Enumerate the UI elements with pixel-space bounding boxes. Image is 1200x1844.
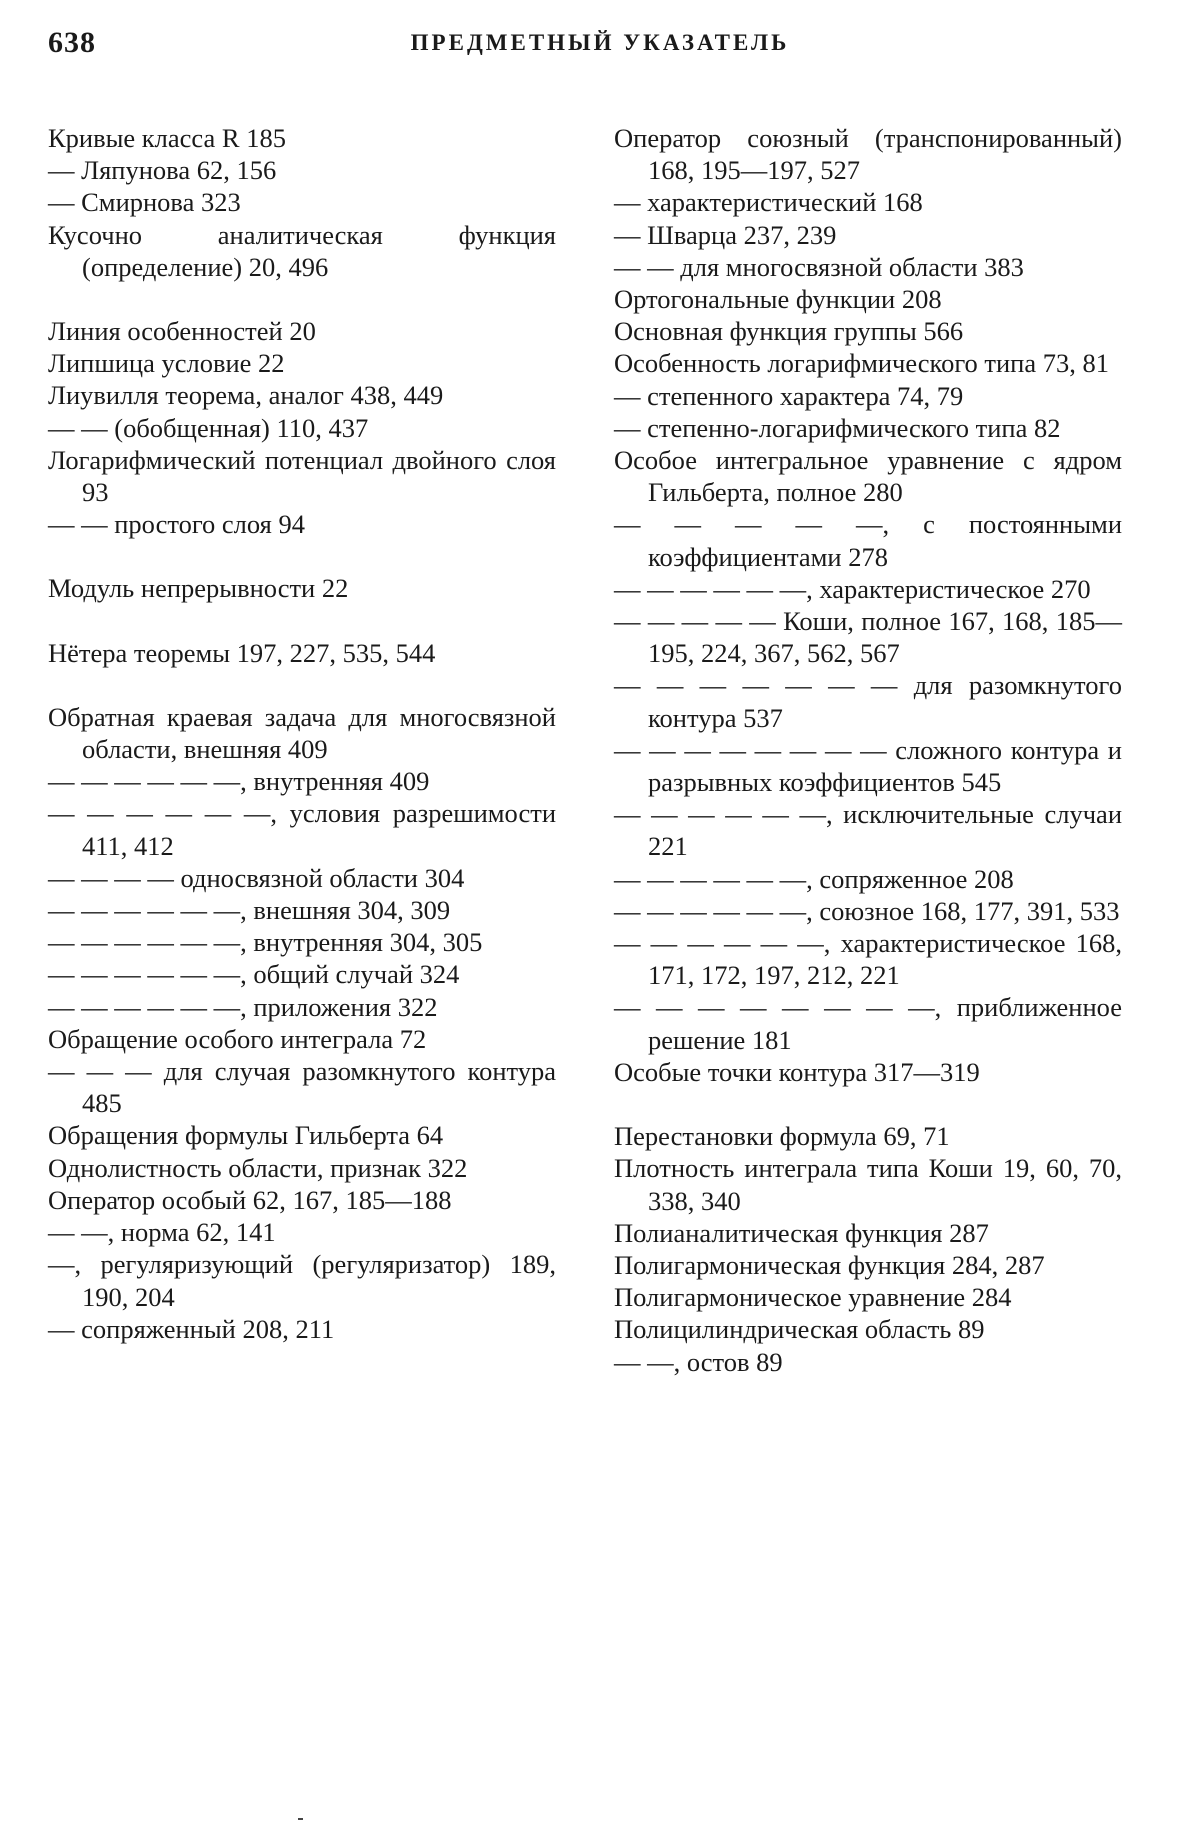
- entry-group-gap: [48, 540, 556, 572]
- index-entry: — сопряженный 208, 211: [48, 1313, 335, 1344]
- index-entry: Обращения формулы Гильберта 64: [48, 1120, 444, 1151]
- index-entry: — — — — — —, исключительные случаи 221: [614, 799, 1122, 862]
- index-entry: Модуль непрерывности 22: [48, 573, 349, 604]
- index-entry: Особое интегральное уравнение с ядром Гильберта, полное 280: [614, 445, 1122, 508]
- index-entry: — — — — — —, внутренняя 409: [48, 766, 430, 797]
- index-entry: Обращение особого интеграла 72: [48, 1023, 427, 1054]
- index-entry: — — — — — —, союзное 168, 177, 391, 533: [614, 895, 1120, 926]
- index-entry: — — — — — —, общий случай 324: [48, 959, 460, 990]
- index-entry: — —, остов 89: [614, 1346, 783, 1377]
- index-entry: — — (обобщенная) 110, 437: [48, 412, 369, 443]
- page-header: [48, 26, 1152, 66]
- index-entry: — Шварца 237, 239: [614, 219, 837, 250]
- index-entry: Полигармоническое уравнение 284: [614, 1282, 1012, 1313]
- index-entry: Перестановки формула 69, 71: [614, 1121, 950, 1152]
- index-entry: Линия особенностей 20: [48, 316, 316, 347]
- index-entry: — — — для случая разомкнутого контура 485: [48, 1056, 556, 1119]
- index-entry: — — — — односвязной области 304: [48, 862, 465, 893]
- index-entry: — — — — — —, внутренняя 304, 305: [48, 927, 483, 958]
- index-entry: — — — — — —, приложения 322: [48, 991, 438, 1022]
- running-title: ПРЕДМЕТНЫЙ УКАЗАТЕЛЬ: [410, 30, 790, 55]
- index-entry: — — — — — — — — сложного контура и разрывных коэффициентов 545: [614, 734, 1122, 798]
- index-entry: — — — — —, с постоянными коэффициентами 278: [614, 509, 1122, 572]
- index-entry: — — простого слоя 94: [48, 509, 305, 540]
- index-entry: Кусочно аналитическая функция (определение) 20, 496: [48, 219, 556, 282]
- entry-group-gap: [614, 1088, 1122, 1120]
- index-column-right: [614, 122, 1122, 1378]
- index-entry: — — — — — —, характеристическое 168, 171, 172, 197, 212, 221: [614, 928, 1122, 991]
- index-entry: — — — — — —, условия разрешимости 411, 412: [48, 798, 556, 861]
- index-entry: — — для многосвязной области 383: [614, 251, 1024, 282]
- index-entry: Оператор союзный (транспонированный) 168, 195—197, 527: [614, 123, 1122, 186]
- index-entry: — —, норма 62, 141: [48, 1217, 276, 1248]
- index-entry: Однолистность области, признак 322: [48, 1152, 468, 1183]
- index-entry: Нётера теоремы 197, 227, 535, 544: [48, 637, 436, 668]
- index-entry: Полигармоническая функция 284, 287: [614, 1249, 1045, 1280]
- index-entry: Оператор особый 62, 167, 185—188: [48, 1184, 452, 1215]
- index-entry: Кривые класса R 185: [48, 123, 286, 153]
- entry-group-gap: [48, 283, 556, 315]
- index-entry: — характеристический 168: [614, 187, 923, 218]
- index-entry: Лиувилля теорема, аналог 438, 449: [48, 380, 444, 411]
- index-entry: Основная функция группы 566: [614, 316, 964, 347]
- index-entry: Ортогональные функции 208: [614, 284, 942, 315]
- index-column-left: [48, 122, 556, 1345]
- index-entry: — Смирнова 323: [48, 187, 241, 218]
- entry-group-gap: [48, 605, 556, 637]
- index-entry: — — — — — —, характеристическое 270: [614, 573, 1091, 604]
- index-entry: — — — — — —, внешняя 304, 309: [48, 895, 451, 926]
- index-entry: Обратная краевая задача для многосвязной области, внешняя 409: [48, 701, 556, 765]
- index-entry: Логарифмический потенциал двойного слоя 93: [48, 444, 556, 508]
- index-entry: —, регуляризующий (регуляризатор) 189, 190, 204: [48, 1249, 556, 1312]
- index-entry: Липшица условие 22: [48, 348, 285, 379]
- index-entry: — Ляпунова 62, 156: [48, 155, 277, 186]
- index-entry: — степенно-логарифмического типа 82: [614, 412, 1061, 443]
- index-entry: — — — — — — — для разомкнутого контура 537: [614, 670, 1122, 733]
- entry-group-gap: [48, 669, 556, 701]
- index-entry: — — — — — — — —, приближенное решение 181: [614, 992, 1122, 1055]
- index-entry: Полианалитическая функция 287: [614, 1217, 989, 1248]
- index-entry: — степенного характера 74, 79: [614, 380, 964, 411]
- page-number: 638: [48, 26, 96, 59]
- index-entry: — — — — — —, сопряженное 208: [614, 863, 1014, 894]
- index-entry: Особенность логарифмического типа 73, 81: [614, 348, 1109, 379]
- print-speck: [298, 1818, 303, 1820]
- index-entry: — — — — — Коши, полное 167, 168, 185—195, 224, 367, 562, 567: [614, 606, 1122, 669]
- index-entry: Особые точки контура 317—319: [614, 1056, 980, 1087]
- index-entry: Полицилиндрическая область 89: [614, 1314, 985, 1345]
- index-entry: Плотность интеграла типа Коши 19, 60, 70, 338, 340: [614, 1153, 1122, 1216]
